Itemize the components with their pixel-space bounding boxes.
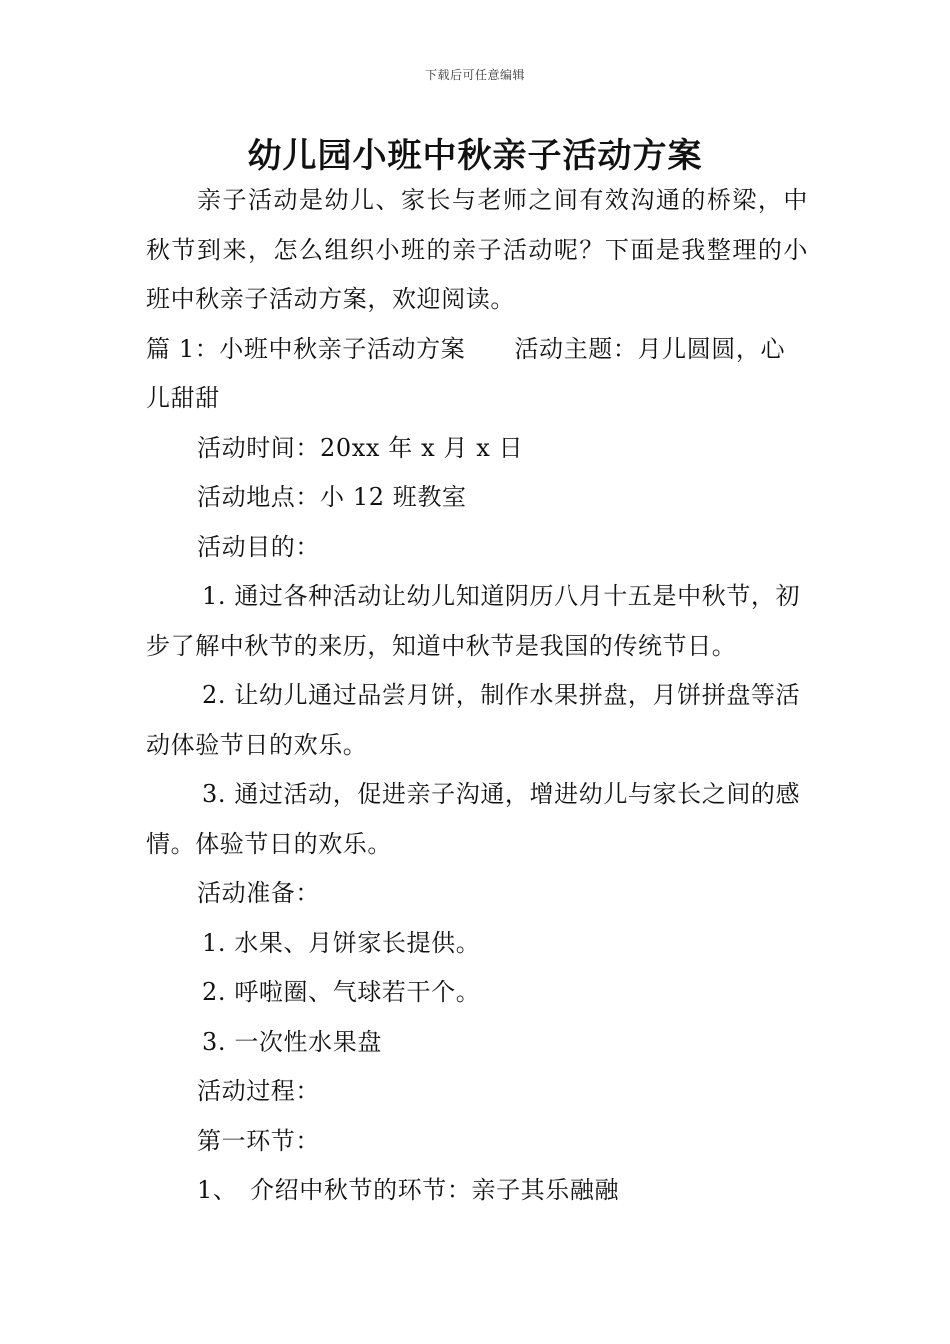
goal-heading: 活动目的：: [197, 532, 320, 561]
prep-item-2: 2. 呼啦圈、气球若干个。: [202, 978, 481, 1006]
goal-item-2: 2. 让幼儿通过品尝月饼，制作水果拼盘，月饼拼盘等活动体验节日的欢乐。: [146, 681, 801, 759]
chapter-heading-paragraph: 篇 1：小班中秋亲子活动方案 活动主题：月儿圆圆，心儿甜甜: [146, 334, 786, 412]
document-body: [146, 176, 808, 1216]
goal-item-1: 1. 通过各种活动让幼儿知道阴历八月十五是中秋节，初步了解中秋节的来历，知道中秋节是我国的传统节日。: [146, 582, 801, 660]
goal-item-3: 3. 通过活动，促进亲子沟通，增进幼儿与家长之间的感情。体验节日的欢乐。: [146, 780, 801, 858]
prep-item-1: 1. 水果、月饼家长提供。: [202, 928, 481, 957]
activity-time: 活动时间：20xx 年 x 月 x 日: [197, 433, 524, 462]
page-title: 幼儿园小班中秋亲子活动方案: [247, 136, 703, 176]
prep-item-3: 3. 一次性水果盘: [202, 1027, 382, 1056]
intro-paragraph: 亲子活动是幼儿、家长与老师之间有效沟通的桥梁，中秋节到来，怎么组织小班的亲子活动呢？下面是我整理的小班中秋亲子活动方案，欢迎阅读。: [146, 186, 808, 313]
process-item-1: 1、 介绍中秋节的环节：亲子其乐融融: [197, 1176, 620, 1204]
process-heading: 活动过程：: [197, 1077, 320, 1105]
section-heading-1: 第一环节：: [197, 1126, 320, 1155]
activity-place: 活动地点：小 12 班教室: [197, 483, 467, 511]
header-note: 下载后可任意编辑: [424, 68, 525, 82]
prep-heading: 活动准备：: [197, 879, 320, 907]
